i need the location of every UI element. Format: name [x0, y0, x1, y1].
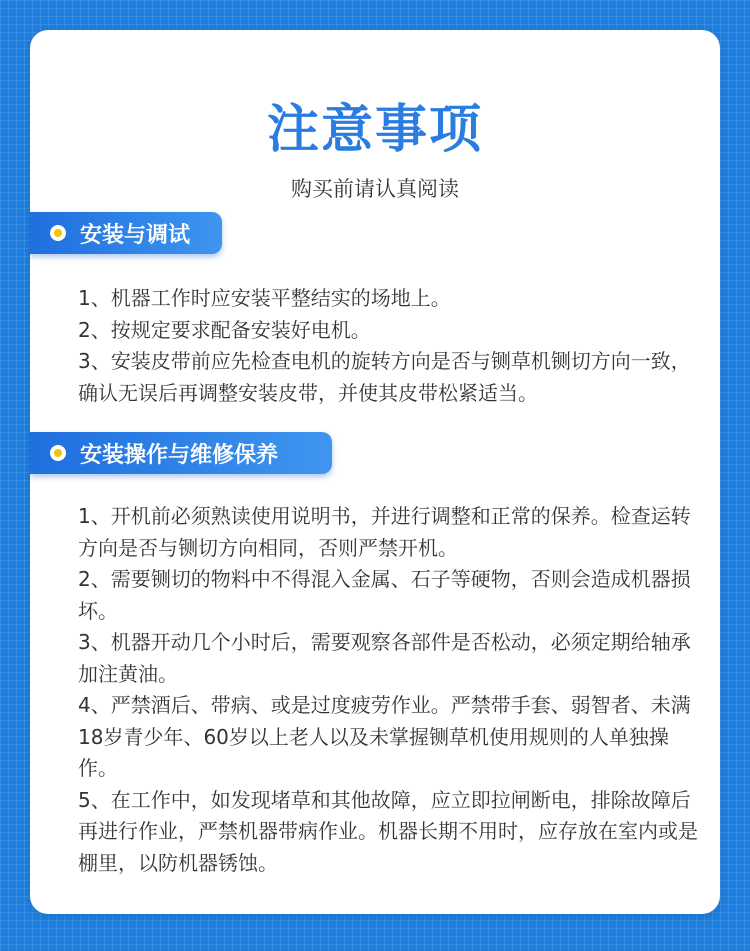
- list-item: 4、严禁酒后、带病、或是过度疲劳作业。严禁带手套、弱智者、未满18岁青少年、60岁以上老人以及未掌握铡草机使用规则的人单独操作。: [78, 693, 691, 780]
- page-title: 注意事项: [266, 100, 483, 160]
- list-item: 1、开机前必须熟读使用说明书，并进行调整和正常的保养。检查运转方向是否与铡切方向相同，否则严禁开机。: [78, 504, 691, 560]
- list-item: 3、机器开动几个小时后，需要观察各部件是否松动，必须定期给轴承加注黄油。: [78, 630, 691, 686]
- list-item: 1、机器工作时应安装平整结实的场地上。: [78, 286, 451, 310]
- circle-dot-icon: [50, 225, 66, 241]
- section-heading-operation-maintenance: [30, 432, 332, 474]
- list-item: 2、按规定要求配备安装好电机。: [78, 317, 371, 342]
- list-item: 2、需要铡切的物料中不得混入金属、石子等硬物，否则会造成机器损坏。: [78, 567, 691, 623]
- list-item: 5、在工作中，如发现堵草和其他故障，应立即拉闸断电，排除故障后再进行作业，严禁机器带病作业。机器长期不用时，应存放在室内或是棚里，以防机器锈蚀。: [78, 787, 698, 875]
- section-heading-install-debug: [30, 212, 222, 254]
- section-heading-label: 安装与调试: [80, 222, 191, 248]
- operation-maintenance-list: [78, 501, 702, 879]
- install-debug-list: [78, 283, 702, 409]
- circle-dot-icon: [50, 445, 66, 461]
- section-heading-label: 安装操作与维修保养: [80, 442, 279, 468]
- list-item: 3、安装皮带前应先检查电机的旋转方向是否与铡草机铡切方向一致，确认无误后再调整安装皮带，并使其皮带松紧适当。: [78, 349, 691, 405]
- page-subtitle: 购买前请认真阅读: [291, 177, 459, 201]
